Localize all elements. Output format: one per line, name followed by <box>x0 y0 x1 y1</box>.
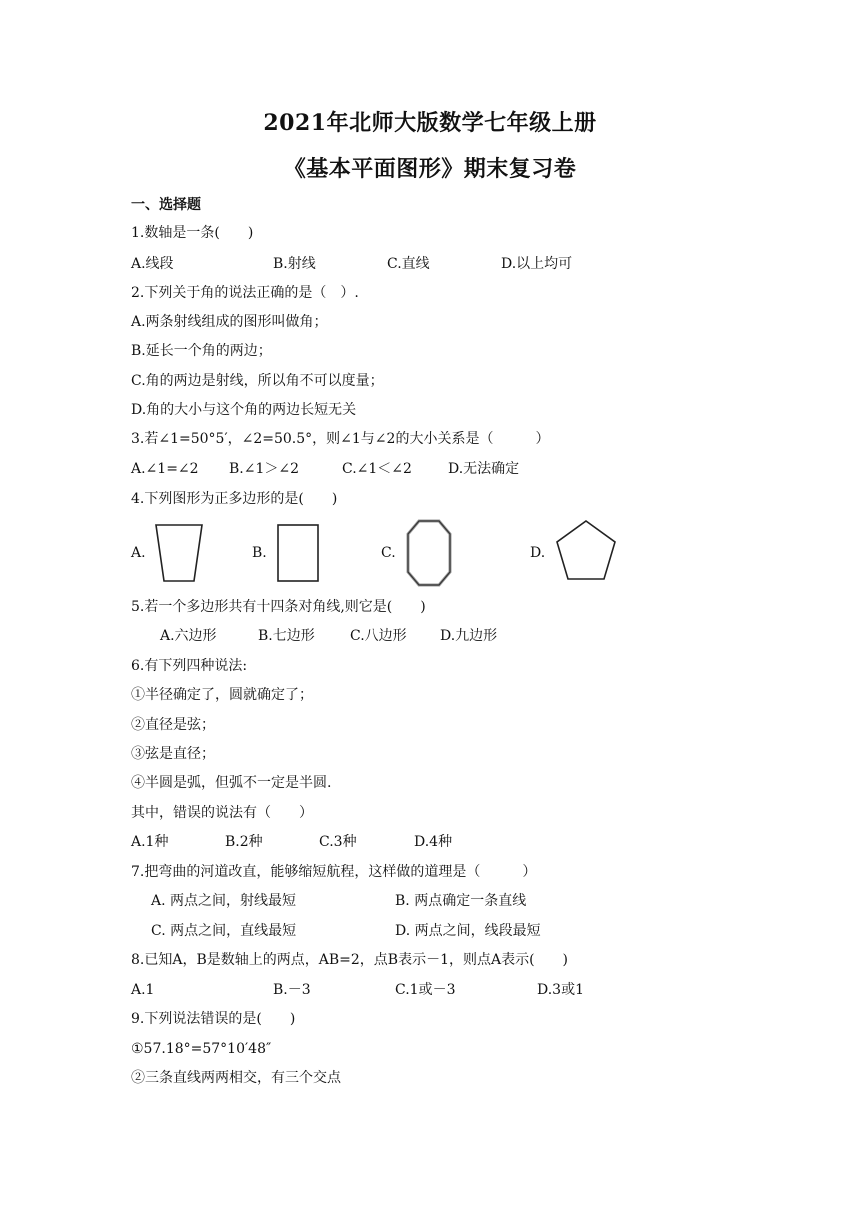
q2-option-b: B.延长一个角的两边； <box>131 343 272 359</box>
q6-option-a: A.1种 <box>131 834 169 850</box>
page-title: 2021年北师大版数学七年级上册 <box>263 110 597 136</box>
q2-option-c: C.角的两边是射线，所以角不可以度量； <box>131 373 384 389</box>
q4-option-d-label: D. <box>530 545 546 561</box>
q6-statement-4: ④半圆是弧，但弧不一定是半圆. <box>131 775 332 791</box>
q6-statement-2: ②直径是弦； <box>131 717 215 733</box>
q6-question: 其中，错误的说法有（ ） <box>131 805 313 821</box>
q7-option-a: A. 两点之间，射线最短 <box>151 893 297 909</box>
section-heading: 一、选择题 <box>131 197 201 213</box>
question-4: 4.下列图形为正多边形的是( ) <box>131 491 338 507</box>
q7-option-d: D. 两点之间，线段最短 <box>395 923 541 939</box>
question-5: 5.若一个多边形共有十四条对角线,则它是( ) <box>131 599 426 615</box>
q6-option-b: B.2种 <box>225 834 263 850</box>
trapezoid-figure <box>154 521 204 585</box>
pentagon-figure <box>554 518 618 584</box>
question-3: 3.若∠1=50°5′，∠2=50.5°，则∠1与∠2的大小关系是（ ） <box>131 431 550 447</box>
q8-option-a: A.1 <box>131 982 155 998</box>
q3-option-a: A.∠1=∠2 <box>131 461 199 477</box>
q5-option-a: A.六边形 <box>160 628 217 644</box>
octagon-figure <box>404 518 454 588</box>
q8-option-b: B.－3 <box>273 982 311 998</box>
rectangle-figure <box>276 522 322 584</box>
q1-option-c: C.直线 <box>387 256 430 272</box>
q2-option-a: A.两条射线组成的图形叫做角； <box>131 314 328 330</box>
q4-option-a-label: A. <box>131 545 146 561</box>
question-7: 7.把弯曲的河道改直，能够缩短航程，这样做的道理是（ ） <box>131 864 537 880</box>
q6-option-c: C.3种 <box>319 834 357 850</box>
q1-option-b: B.射线 <box>273 256 316 272</box>
q7-option-b: B. 两点确定一条直线 <box>395 893 527 909</box>
q9-statement-2: ②三条直线两两相交，有三个交点 <box>131 1070 341 1086</box>
q9-statement-1: ①57.18°=57°10′48″ <box>131 1041 272 1057</box>
q5-option-c: C.八边形 <box>350 628 407 644</box>
q6-statement-1: ①半径确定了，圆就确定了； <box>131 687 313 703</box>
question-8: 8.已知A，B是数轴上的两点，AB=2，点B表示－1，则点A表示( ) <box>131 952 569 968</box>
question-6: 6.有下列四种说法: <box>131 658 248 674</box>
q6-statement-3: ③弦是直径； <box>131 746 215 762</box>
q1-option-d: D.以上均可 <box>501 256 573 272</box>
question-2: 2.下列关于角的说法正确的是（ ）. <box>131 285 359 301</box>
q6-option-d: D.4种 <box>414 834 453 850</box>
q5-option-b: B.七边形 <box>258 628 315 644</box>
page-subtitle: 《基本平面图形》期末复习卷 <box>283 156 577 182</box>
q4-option-b-label: B. <box>252 545 267 561</box>
q8-option-c: C.1或－3 <box>395 982 456 998</box>
q3-option-c: C.∠1＜∠2 <box>342 461 412 477</box>
q2-option-d: D.角的大小与这个角的两边长短无关 <box>131 402 357 418</box>
q3-option-d: D.无法确定 <box>448 461 520 477</box>
q5-option-d: D.九边形 <box>440 628 498 644</box>
q1-option-a: A.线段 <box>131 256 174 272</box>
question-1: 1.数轴是一条( ) <box>131 225 254 241</box>
q8-option-d: D.3或1 <box>537 982 584 998</box>
q7-option-c: C. 两点之间，直线最短 <box>151 923 297 939</box>
q4-option-c-label: C. <box>381 545 396 561</box>
question-9: 9.下列说法错误的是( ) <box>131 1011 296 1027</box>
q3-option-b: B.∠1＞∠2 <box>229 461 300 477</box>
